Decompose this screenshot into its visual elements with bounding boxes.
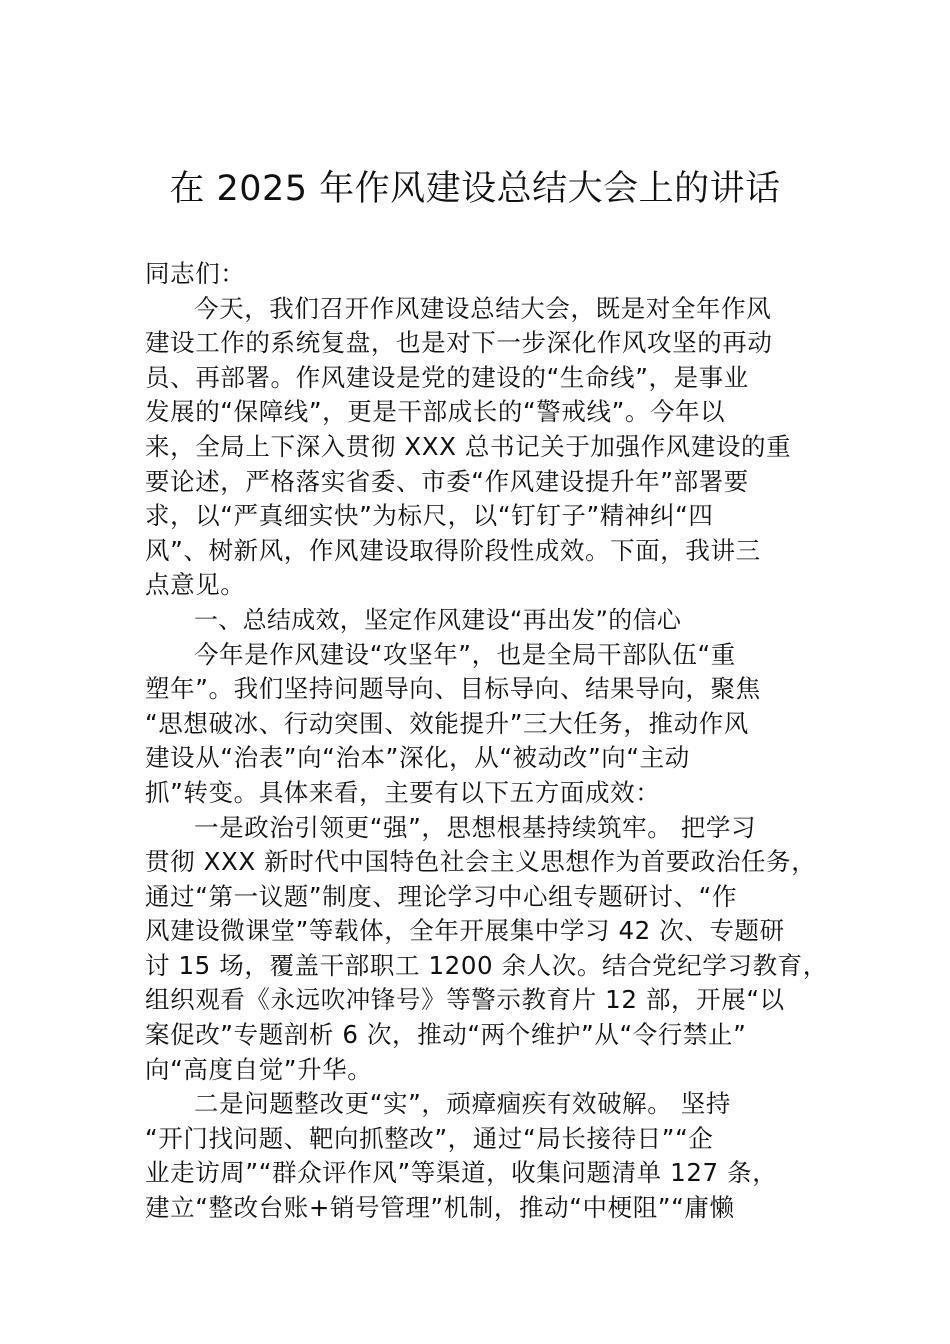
body-text-line: 建设从“治表”向“治本”深化，从“被动改”向“主动 — [145, 743, 690, 773]
document-title: 在 2025 年作风建设总结大会上的讲话 — [169, 169, 781, 209]
document-body — [145, 257, 828, 1226]
body-text-line: 员、再部署。作风建设是党的建设的“生命线”，是事业 — [145, 362, 749, 392]
body-text-line: 点意见。 — [145, 570, 246, 600]
body-text-line: “开门找问题、靶向抓整改”，通过“局长接待日”“企 — [145, 1123, 714, 1153]
body-text-line: 向“高度自觉”升华。 — [145, 1054, 373, 1084]
body-text-line: 今年是作风建设“攻坚年”，也是全局干部队伍“重 — [194, 639, 736, 669]
body-text-line: 风”、树新风，作风建设取得阶段性成效。下面，我讲三 — [145, 535, 761, 565]
body-text-line: 建设工作的系统复盘，也是对下一步深化作风攻坚的再动 — [145, 328, 773, 358]
body-text-line: 二是问题整改更“实”，顽瘴痼疾有效破解。 坚持 — [194, 1089, 731, 1119]
body-text-line: 业走访周”“群众评作风”等渠道，收集问题清单 127 条， — [145, 1158, 778, 1188]
body-text-line: 案促改”专题剖析 6 次，推动“两个维护”从“令行禁止” — [145, 1020, 747, 1050]
body-text-line: 贯彻 XXX 新时代中国特色社会主义思想作为首要政治任务， — [145, 847, 817, 877]
body-text-line: 通过“第一议题”制度、理论学习中心组专题研讨、“作 — [145, 881, 738, 911]
body-text-line: 要论述，严格落实省委、市委“作风建设提升年”部署要 — [145, 466, 749, 496]
body-text-line: 一是政治引领更“强”，思想根基持续筑牢。 把学习 — [194, 812, 757, 842]
body-text-line: “思想破冰、行动突围、效能提升”三大任务，推动作风 — [145, 708, 749, 738]
body-text-line: 今天，我们召开作风建设总结大会，既是对全年作风 — [194, 293, 772, 323]
body-text-line: 风建设微课堂”等载体，全年开展集中学习 42 次、专题研 — [145, 916, 785, 946]
body-text-line: 来，全局上下深入贯彻 XXX 总书记关于加强作风建设的重 — [145, 431, 792, 461]
body-text-line: 讨 15 场，覆盖干部职工 1200 余人次。结合党纪学习教育， — [145, 950, 828, 980]
body-text-line: 抓”转变。具体来看，主要有以下五方面成效： — [145, 777, 661, 807]
section-heading-line: 一、总结成效，坚定作风建设“再出发”的信心 — [194, 605, 682, 634]
body-text-line: 建立“整改台账+销号管理”机制，推动“中梗阻”“庸懒 — [145, 1193, 735, 1223]
body-text-line: 组织观看《永远吹冲锋号》等警示教育片 12 部，开展“以 — [145, 985, 785, 1015]
body-text-line: 同志们： — [145, 259, 246, 288]
body-text-line: 发展的“保障线”，更是干部成长的“警戒线”。今年以 — [145, 397, 726, 427]
body-text-line: 求，以“严真细实快”为标尺，以“钉钉子”精神纠“四 — [145, 501, 714, 531]
body-text-line: 塑年”。我们坚持问题导向、目标导向、结果导向，聚焦 — [145, 674, 761, 704]
